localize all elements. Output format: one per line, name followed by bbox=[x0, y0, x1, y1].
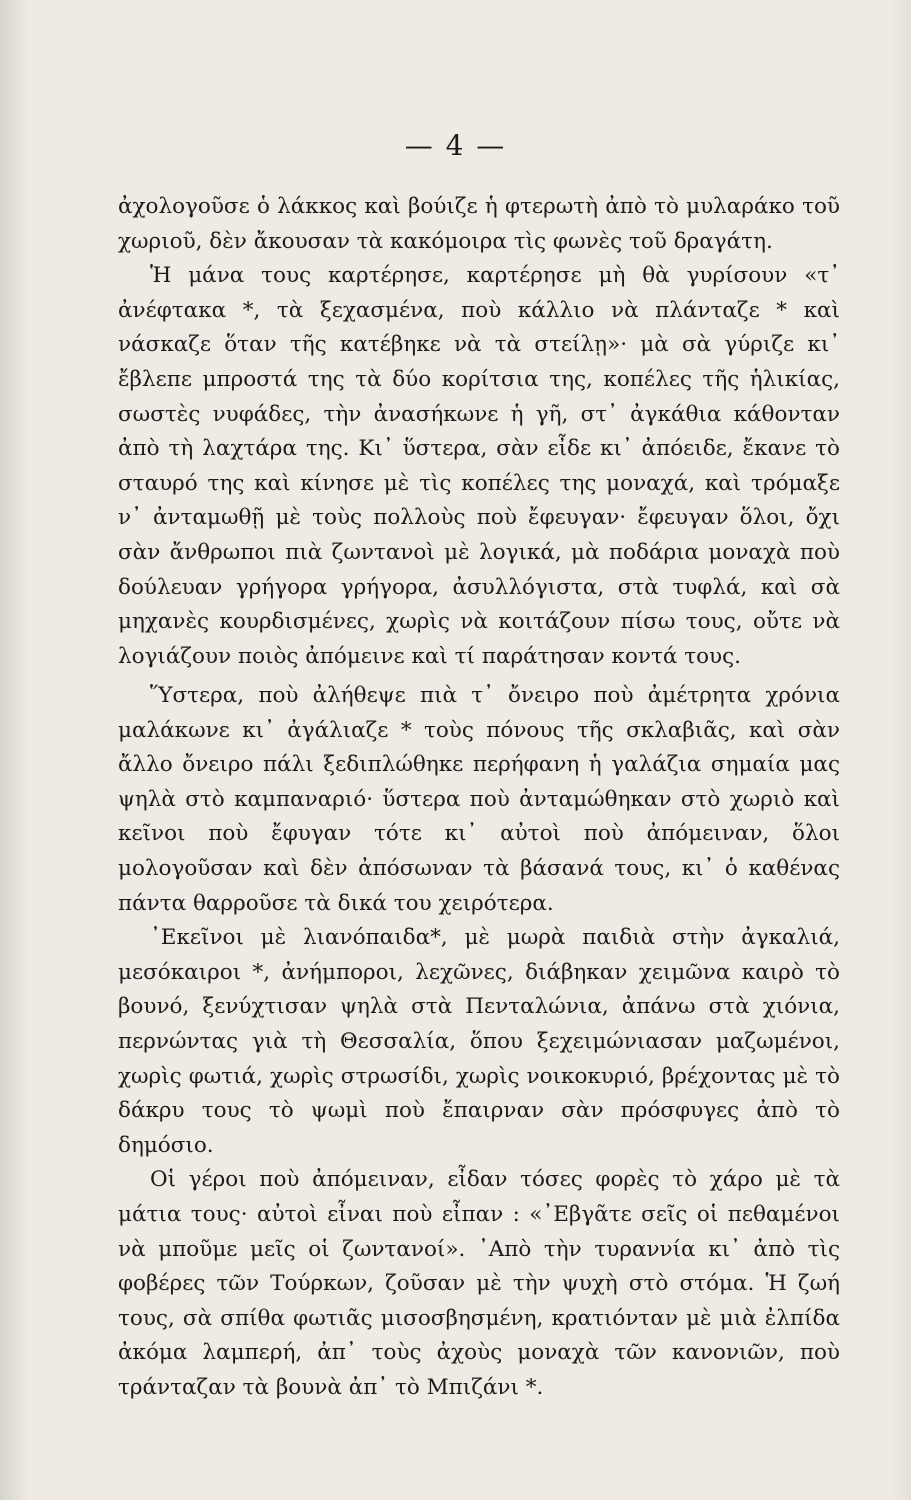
paragraph-3: Ὕστερα, ποὺ ἀλήθεψε πιὰ τ᾽ ὄνειρο ποὺ ἀμέτρητα χρόνια μαλάκωνε κι᾽ ἀγάλιαζε * τοὺς πόνους τῆς σκλαβιᾶς, καὶ σὰν ἄλλο ὄνειρο πάλι ξεδιπλώθηκε περήφανη ἡ γαλάζια σημαία μας ψηλὰ στὸ καμπαναριό· ὕστερα ποὺ ἀνταμώθηκαν στὸ χωριὸ καὶ κεῖνοι ποὺ ἔφυγαν τότε κι᾽ αὐτοὶ ποὺ ἀπόμειναν, ὅλοι μολογοῦσαν καὶ δὲν ἀπόσωναν τὰ βάσανά τους, κι᾽ ὁ καθένας πάντα θαρροῦσε τὰ δικά του χειρότερα. bbox=[118, 683, 840, 916]
page-number: — 4 — bbox=[404, 129, 507, 162]
paragraph-2: Ἡ μάνα τους καρτέρησε, καρτέρησε μὴ θὰ γυρίσουν «τ᾽ ἀνέφτακα *, τὰ ξεχασμένα, ποὺ κάλλιο νὰ πλάνταζε * καὶ νάσκαζε ὅταν τῆς κατέβηκε νὰ τὰ στείλῃ»· μὰ σὰ γύριζε κι᾽ ἔβλεπε μπροστά της τὰ δύο κορίτσια της, κοπέλες τῆς ἡλικίας, σωστὲς νυφάδες, τὴν ἀνασήκωνε ἡ γῆ, στ᾽ ἀγκάθια κάθονταν ἀπὸ τὴ λαχτάρα της. Κι᾽ ὕστερα, σὰν εἶδε κι᾽ ἀπόειδε, ἔκανε τὸ σταυρό της καὶ κίνησε μὲ τὶς κοπέλες της μοναχά, καὶ τρόμαξε ν᾽ ἀνταμωθῇ μὲ τοὺς πολλοὺς ποὺ ἔφευγαν· ἔφευγαν ὅλοι, ὄχι σὰν ἄνθρωποι πιὰ ζωντανοὶ μὲ λογικά, μὰ ποδάρια μοναχὰ ποὺ δούλευαν γρήγορα γρήγορα, ἀσυλλόγιστα, στὰ τυφλά, καὶ σὰ μηχανὲς κουρδισμένες, χωρὶς νὰ κοιτάζουν πίσω τους, οὔτε νὰ λογιάζουν ποιὸς ἀπόμεινε καὶ τί παράτησαν κοντά τους. bbox=[118, 263, 840, 669]
paragraph-1: ἀχολογοῦσε ὁ λάκκος καὶ βούιζε ἡ φτερωτὴ ἀπὸ τὸ μυλαράκο τοῦ χωριοῦ, δὲν ἄκουσαν τὰ κακόμοιρα τὶς φωνὲς τοῦ δραγάτη. bbox=[118, 194, 840, 254]
paragraph-5: Οἱ γέροι ποὺ ἀπόμειναν, εἶδαν τόσες φορὲς τὸ χάρο μὲ τὰ μάτια τους· αὐτοὶ εἶναι ποὺ εἶπαν : «᾽Εβγᾶτε σεῖς οἱ πεθαμένοι νὰ μποῦμε μεῖς οἱ ζωντανοί». ᾽Απὸ τὴν τυραννία κι᾽ ἀπὸ τὶς φοβέρες τῶν Τούρκων, ζοῦσαν μὲ τὴν ψυχὴ στὸ στόμα. Ἡ ζωή τους, σὰ σπίθα φωτιᾶς μισοσβησμένη, κρατιόνταν μὲ μιὰ ἐλπίδα ἀκόμα λαμπερή, ἀπ᾽ τοὺς ἀχοὺς μοναχὰ τῶν κανονιῶν, ποὺ τράνταζαν τὰ βουνὰ ἀπ᾽ τὸ Μπιζάνι *. bbox=[118, 1167, 840, 1400]
paragraph-4: ᾽Εκεῖνοι μὲ λιανόπαιδα*, μὲ μωρὰ παιδιὰ στὴν ἀγκαλιά, μεσόκαιροι *, ἀνήμποροι, λεχῶνες, διάβηκαν χειμῶνα καιρὸ τὸ βουνό, ξενύχτισαν ψηλὰ στὰ Πενταλώνια, ἀπάνω στὰ χιόνια, περνώντας γιὰ τὴ Θεσσαλία, ὅπου ξεχειμώνιασαν μαζωμένοι, χωρὶς φωτιά, χωρὶς στρωσίδι, χωρὶς νοικοκυριό, βρέχοντας μὲ τὸ δάκρυ τους τὸ ψωμὶ ποὺ ἔπαιρναν σὰν πρόσφυγες ἀπὸ τὸ δημόσιο. bbox=[118, 925, 840, 1158]
text-block-top bbox=[118, 190, 840, 674]
text-block-bottom bbox=[118, 679, 840, 1405]
